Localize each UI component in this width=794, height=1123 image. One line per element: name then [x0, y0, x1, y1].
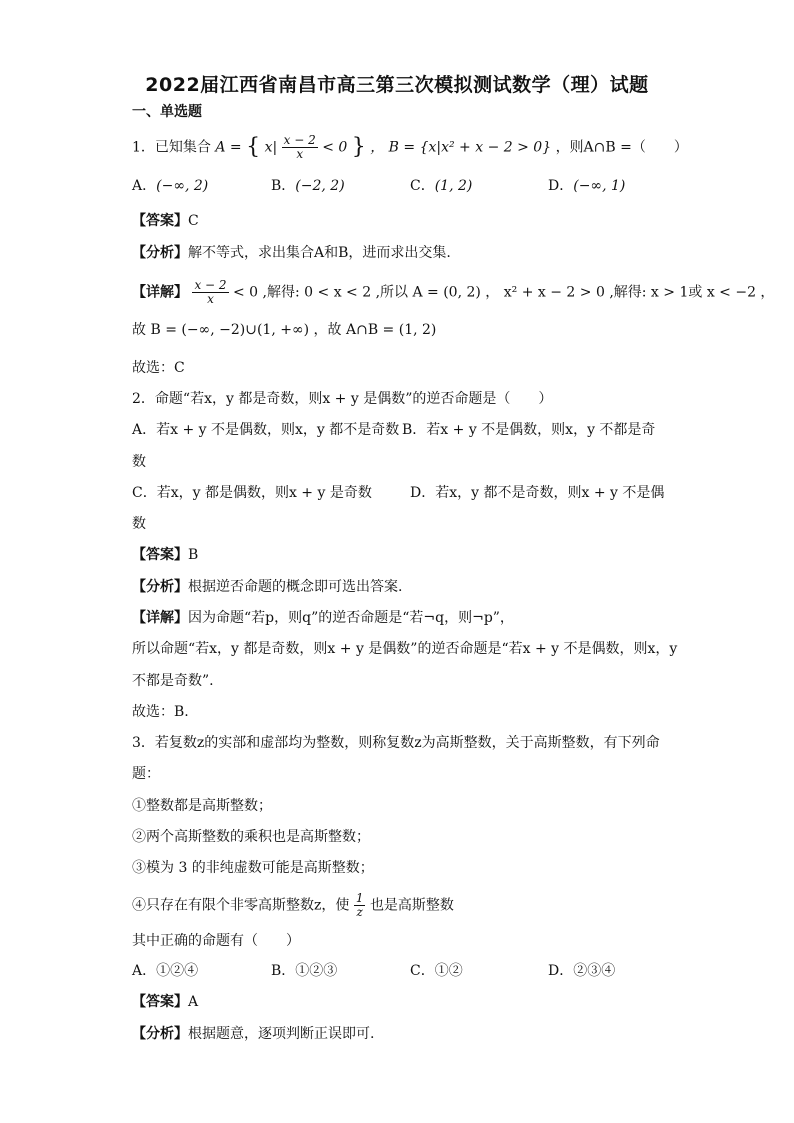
q2-analysis-text: 根据逆否命题的概念即可选出答案.	[188, 579, 403, 595]
q3-analysis-tag: 【分析】	[132, 1026, 188, 1042]
q1-answer-value: C	[188, 213, 199, 229]
q2-detail	[132, 608, 514, 628]
q3-stem-continued: 题：	[132, 766, 160, 782]
q2-answer-tag: 【答案】	[132, 547, 188, 563]
q1-option-b-label: B．	[271, 178, 296, 194]
q2-analysis-tag: 【分析】	[132, 579, 188, 595]
q1-stem-prefix: 1．已知集合	[132, 139, 211, 156]
q1-detail-numerator: x − 2	[194, 278, 227, 292]
q1-detail-rest: < 0 ,解得: 0 < x < 2 ,所以 A = (0, 2) ， x² + x − 2 > 0 ,解得: x > 1或 x < −2 ，	[233, 284, 775, 301]
q2-conclusion: 故选：B.	[132, 704, 189, 720]
q1-option-b-value: (−2, 2)	[295, 178, 345, 194]
q3-answer-value: A	[188, 994, 199, 1010]
q1-analysis	[132, 243, 451, 263]
page-title: 2022届江西省南昌市高三第三次模拟测试数学（理）试题	[145, 74, 649, 96]
q2-answer	[132, 545, 198, 565]
q3-item-1: ①整数都是高斯整数；	[132, 798, 272, 814]
q3-option-a-value: ①②④	[156, 963, 199, 979]
q1-close-brace: }	[351, 134, 366, 160]
q3-option-c	[410, 961, 463, 981]
q2-analysis	[132, 577, 402, 597]
q1-option-d-label: D．	[548, 178, 574, 194]
q3-option-b-label: B．	[271, 963, 296, 979]
q3-item-2: ②两个高斯整数的乘积也是高斯整数；	[132, 829, 370, 845]
q1-set-a-lhs: A =	[215, 139, 247, 156]
q1-conclusion: 故选：C	[132, 360, 185, 376]
q3-option-c-value: ①②	[434, 963, 463, 979]
q1-option-a	[132, 176, 208, 196]
q1-detail-line-2: 故 B = (−∞, −2)∪(1, +∞) ，故 A∩B = (1, 2)	[132, 322, 437, 338]
q1-set-b: ， B = {x|x² + x − 2 > 0}	[370, 139, 552, 156]
q3-option-c-label: C．	[410, 963, 435, 979]
q1-option-a-value: (−∞, 2)	[156, 178, 209, 194]
q1-option-d	[548, 176, 625, 196]
q1-set-a-var: x|	[264, 139, 278, 156]
q3-item-4-suffix: 也是高斯整数	[369, 897, 454, 914]
q1-detail-denominator: x	[207, 292, 214, 306]
q1-analysis-tag: 【分析】	[132, 245, 188, 261]
q3-answer	[132, 992, 198, 1012]
q2-detail-text: 因为命题“若p，则q”的逆否命题是“若¬q，则¬p”，	[188, 610, 514, 626]
q1-set-a-rest: < 0	[322, 139, 348, 156]
q2-answer-value: B	[188, 547, 199, 563]
q3-answer-tag: 【答案】	[132, 994, 188, 1010]
q1-answer-tag: 【答案】	[132, 213, 188, 229]
q3-option-a-label: A．	[132, 963, 157, 979]
q1-set-a-fraction	[282, 134, 318, 161]
q3-option-d-label: D．	[548, 963, 574, 979]
q3-stem: 3．若复数z的实部和虚部均为整数，则称复数z为高斯整数，关于高斯整数，有下列命	[132, 735, 660, 751]
q1-detail-tag: 【详解】	[132, 284, 188, 301]
q3-item-4	[132, 892, 454, 919]
q1-stem-suffix: ，则A∩B =（ ）	[555, 139, 688, 156]
q2-detail-tag: 【详解】	[132, 610, 188, 626]
q3-analysis	[132, 1024, 374, 1044]
q2-detail-line-2: 所以命题“若x，y 都是奇数，则x + y 是偶数”的逆否命题是“若x + y 不是偶数，则x，y	[132, 641, 678, 657]
q2-option-b-continued: 数	[132, 454, 146, 470]
q1-option-c	[410, 176, 472, 196]
q1-detail	[132, 279, 774, 306]
q1-option-c-label: C．	[410, 178, 435, 194]
q3-item-4-fraction	[354, 892, 366, 919]
q2-stem: 2．命题“若x，y 都是奇数，则x + y 是偶数”的逆否命题是（ ）	[132, 391, 553, 407]
q1-answer	[132, 211, 199, 231]
q1-stem	[132, 134, 688, 161]
q2-option-d-continued: 数	[132, 516, 146, 532]
q1-option-c-value: (1, 2)	[434, 178, 473, 194]
q3-analysis-text: 根据题意，逐项判断正误即可.	[188, 1026, 375, 1042]
q3-option-b	[271, 961, 337, 981]
q3-option-d-value: ②③④	[573, 963, 616, 979]
q3-option-b-value: ①②③	[295, 963, 338, 979]
q1-option-a-label: A．	[132, 178, 157, 194]
section-heading: 一、单选题	[132, 104, 202, 120]
q1-open-brace: {	[246, 134, 261, 160]
q3-item-4-numerator: 1	[355, 891, 364, 905]
q2-option-a: A．若x + y 不是偶数，则x，y 都不是奇数	[132, 422, 400, 438]
q2-option-c: C．若x，y 都是偶数，则x + y 是奇数	[132, 485, 372, 501]
q3-item-4-denominator: z	[356, 905, 363, 919]
q3-option-d	[548, 961, 615, 981]
q1-option-d-value: (−∞, 1)	[573, 178, 626, 194]
q2-detail-line-3: 不都是奇数”.	[132, 673, 214, 689]
q2-option-d: D．若x，y 都不是奇数，则x + y 不是偶	[410, 485, 665, 501]
q1-set-a-denominator: x	[296, 147, 304, 161]
q1-option-b	[271, 176, 345, 196]
q1-analysis-text: 解不等式，求出集合A和B，进而求出交集.	[188, 245, 451, 261]
q1-detail-fraction	[192, 279, 228, 306]
q1-set-a-numerator: x − 2	[283, 133, 316, 147]
q2-option-b: B．若x + y 不是偶数，则x，y 不都是奇	[402, 422, 656, 438]
q3-item-3: ③模为 3 的非纯虚数可能是高斯整数；	[132, 860, 374, 876]
q3-item-4-prefix: ④只存在有限个非零高斯整数z，使	[132, 897, 350, 914]
q3-question: 其中正确的命题有（ ）	[132, 933, 300, 949]
q3-option-a	[132, 961, 198, 981]
